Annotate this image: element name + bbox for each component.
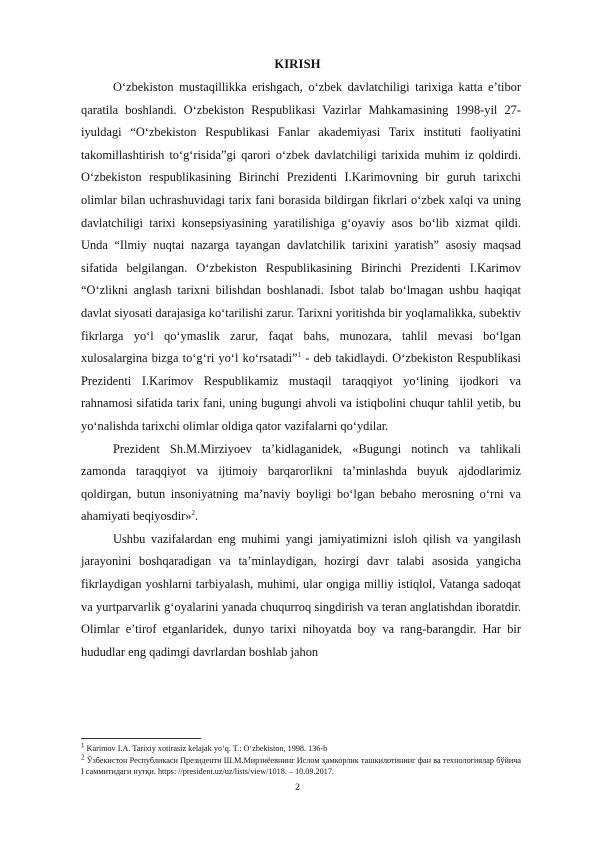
paragraph-3: Ushbu vazifalardan eng muhimi yangi jamiyatimizni isloh qilish va yangilash jarayonini boshqaradigan va ta’minlaydigan, hozirgi davr talabi asosida yangicha fikrlaydigan yoshlarni tarbiyalash, muhimi, ular ongiga milliy istiqlol, Vatanga sadoqat va yurtparvarlik g‘oyalarini yanada chuqurroq singdirish va teran anglatishdan iboratdir. Olimlar e’tirof etganlaridek, dunyo tarixi nihoyatda boy va rang-barangdir. Har bir hududlar eng qadimgi davrlardan boshlab jahon	[81, 531, 521, 659]
footnote-2-text: Ўзбекистон Республикаси Президенти Ш.М.Мирзиёевнинг Ислом ҳамкорлик ташкилотининг фан ва технологиялар бўйича I саммитидаги нутқи. https: //president.uz/uz/lists/view/1018. – 10.09.2017.	[81, 755, 521, 777]
paragraph-1-continuation: - deb takidlaydi. O‘zbekiston Respublikasi Prezidenti I.Karimov Respublikamiz mustaqil taraqqiyot yo‘lining ijodkori va rahnamosi sifatida tarix fani, uning bugungi ahvoli va istiqbolini chuqur tahlil yetib, bu yo‘nalishda tarixchi olimlar oldiga qator vazifalarni qo‘ydilar.	[81, 351, 521, 433]
footnote-divider	[81, 738, 201, 739]
paragraph-1-text: O‘zbekiston mustaqillikka erishgach, o‘zbek davlatchiligi tarixiga katta e’tibor qaratila boshlandi. O‘zbekiston Respublikasi Vazirlar Mahkamasining 1998-yil 27-iyuldagi “O‘zbekiston Respublikasi Fanlar akademiyasi Tarix instituti faoliyatini takomillashtirish to‘g‘risida”gi qarori o‘zbek davlatchiligi tarixida muhim iz qoldirdi. O‘zbekiston respublikasining Birinchi Prezidenti I.Karimovning bir guruh tarixchi olimlar bilan uchrashuvidagi tarix fani borasida bildirgan fikrlari o‘zbek xalqi va uning davlatchiligi tarixi konsepsiyasining yaratilishiga g‘oyaviy asos bo‘lib xizmat qildi. Unda “Ilmiy nuqtai nazarga tayangan davlatchilik tarixini yaratish” asosiy maqsad sifatida belgilangan. O‘zbekiston Respublikasining Birinchi Prezidenti I.Karimov “O‘zlikni anglash tarixni bilishdan boshlanadi. Isbot talab bo‘lmagan ushbu haqiqat davlat siyosati darajasiga ko‘tarilishi zarur. Tarixni yoritishda bir yoqlamalikka, subektiv fikrlarga yo‘l qo‘ymaslik zarur, faqat bahs, munozara, tahlil mevasi bo‘lgan xulosalargina bizga to‘g‘ri yo‘l ko‘rsatadi”	[81, 80, 521, 366]
footnote-1-text: Karimov I.A. Tarixiy xotirasiz kelajak yo‘q. T.: O‘zbekiston, 1998. 136-b	[84, 744, 328, 753]
footnote-1	[81, 743, 521, 755]
paragraph-1	[81, 76, 521, 438]
page-heading: KIRISH	[274, 57, 321, 71]
footnote-ref-1[interactable]: 1	[297, 351, 302, 359]
paragraph-2	[81, 438, 521, 528]
body-text	[81, 76, 521, 663]
footnote-ref-2[interactable]: 2	[191, 509, 195, 518]
paragraph-2-text: Prezident Sh.M.Mirziyoev ta’kidlaganidek, «Bugungi notinch va tahlikali zamonda taraqqiyot va ijtimoiy barqarorlikni ta’minlashda buyuk ajdodlarimiz qoldirgan, butun insoniyatning ma’naviy boyligi bo‘lgan bebaho merosning o‘rni va ahamiyati beqiyosdir»	[81, 441, 521, 524]
page-number: 2	[295, 783, 300, 793]
footnote-2-number: 2	[81, 752, 85, 761]
footnote-2	[81, 752, 521, 778]
footnotes	[81, 743, 521, 778]
footnote-1-number: 1	[81, 741, 85, 750]
paragraph-2-end: .	[194, 509, 199, 524]
